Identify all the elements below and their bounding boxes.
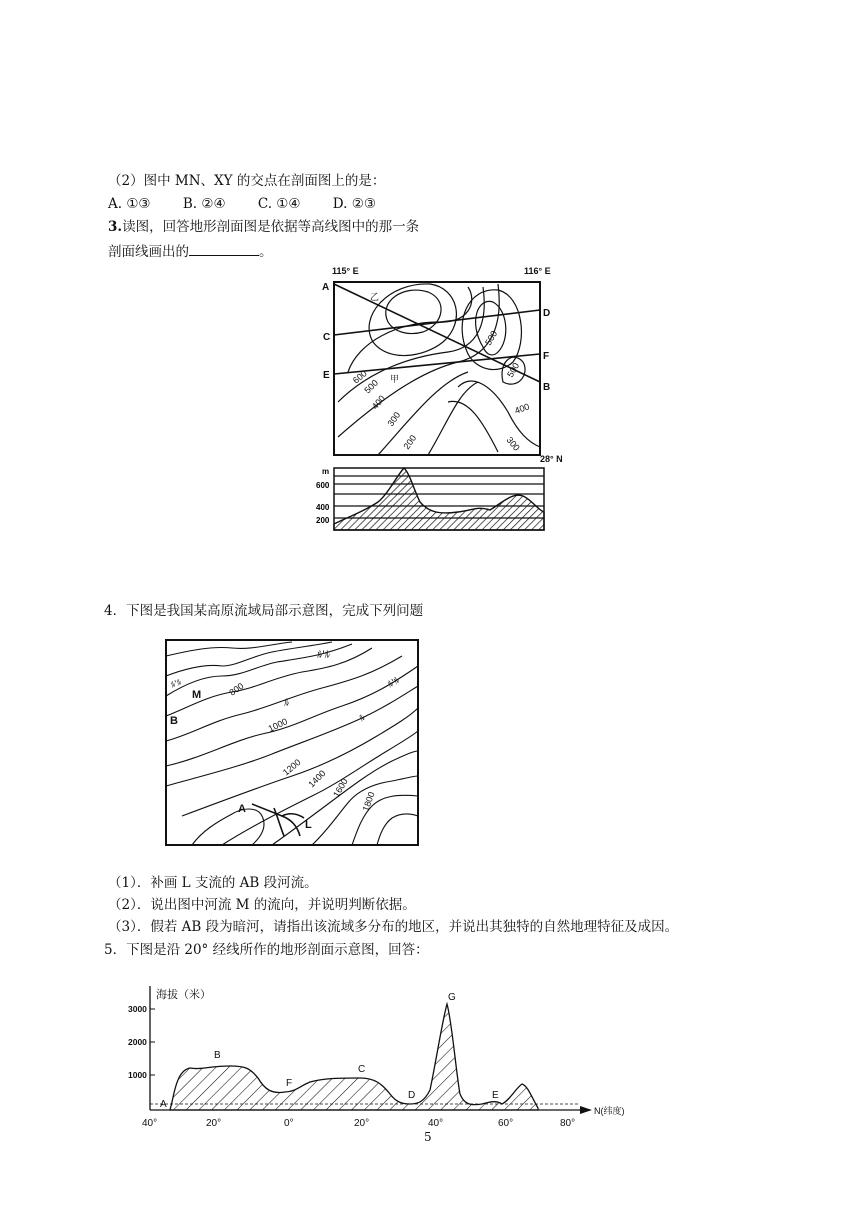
point-c: C [323,332,331,343]
x-tick-40s: 40° [142,1118,158,1129]
q3-text: 读图，回答地形剖面图是依据等高线图中的那一条 [122,219,420,235]
option-a: A. ①③ [108,196,151,212]
answer-blank [189,242,259,256]
point-f: F [543,351,550,362]
point-e: E [323,370,330,381]
profile-tick-600: 600 [316,481,330,490]
x-tick-60n: 60° [498,1118,514,1129]
profile-unit: m [322,467,330,476]
contour-label-1600: 1600 [331,776,350,799]
contour-label-400b: 400 [513,401,531,416]
contour-label-500b: 500 [483,328,500,347]
q2-options [108,195,404,213]
y-tick-2000: 2000 [128,1037,147,1047]
q2-sub-question: （2）图中 MN、XY 的交点在剖面图上的是： [108,173,386,189]
contour-label-500c: 500 [505,360,522,379]
q3-number: 3. [108,219,123,235]
contour-label-500: 500 [362,377,381,396]
x-tick-0: 0° [284,1118,294,1129]
profile-tick-400: 400 [316,503,330,512]
contour-label-1000: 1000 [266,716,289,734]
contour-map-q3 [318,262,568,534]
q3-line1 [108,218,419,236]
x-tick-40n: 40° [428,1118,444,1129]
point-a: A [322,282,330,293]
point-g-q5: G [448,992,456,1003]
q4-sub-2: （2）．说出图中河流 M 的流向，并说明判断依据。 [108,897,416,913]
x-axis-label: N(纬度) [594,1106,625,1116]
label-l: L [305,819,312,831]
q4-sub-1: （1）．补画 L 支流的 AB 段河流。 [108,875,318,891]
x-tick-20n: 20° [354,1118,370,1129]
point-e-q5: E [492,1090,499,1101]
river-lines [252,804,304,836]
contour-label-1800: 1800 [360,790,377,813]
contour-label-600: 600 [350,368,369,386]
point-b: B [543,382,551,393]
contour-label-200: 200 [401,433,419,452]
y-tick-3000: 3000 [128,1004,147,1014]
point-f-q5: F [286,1078,293,1089]
option-d: D. ②③ [332,196,376,212]
map-glyph-1: ﾙ'ﾙ [317,649,331,661]
label-jia: 甲 [390,374,400,384]
map-glyph-4: ﾙ [357,712,368,725]
x-axis-arrow [580,1106,592,1114]
contour-lines-q4 [166,642,418,845]
page-number: 5 [424,1130,432,1144]
map-glyph-3: ﾙ'ﾙ [386,675,402,691]
terrain-profile-q5 [110,982,650,1132]
q3-text-2: 剖面线画出的 [108,244,189,260]
point-c-q5: C [358,1064,366,1075]
profile-tick-200: 200 [316,516,330,525]
map-glyph-2: ﾙ [284,697,290,709]
q5-title: 5．下图是沿 20° 经线所作的地形剖面示意图，回答： [104,942,429,958]
label-yi: 乙 [370,292,380,302]
q4-title: 4．下图是我国某高原流域局部示意图，完成下列问题 [104,603,424,619]
contour-label-800: 800 [227,680,246,698]
y-axis-label: 海拔（米） [156,989,211,1001]
contour-label-1400: 1400 [306,768,328,790]
contour-label-400: 400 [369,393,388,412]
map-glyph-5: ﾙ'ﾙ [169,676,183,690]
label-b: B [170,715,178,727]
contour-label-300: 300 [385,410,403,429]
contour-label-300b: 300 [504,434,522,453]
plateau-basin-map [162,636,424,850]
terrain-silhouette [170,1004,538,1110]
q3-line2 [108,242,273,261]
point-b-q5: B [214,1050,221,1061]
lon-left-label: 115° E [332,266,359,276]
option-c: C. ①④ [257,196,301,212]
contour-label-1200: 1200 [280,756,303,778]
q3-end: 。 [259,244,273,260]
x-tick-20s: 20° [206,1118,222,1129]
point-d: D [543,308,551,319]
x-tick-80n: 80° [560,1118,576,1129]
elevation-profile [316,467,544,530]
q4-sub-3: （3）．假若 AB 段为暗河，请指出该流域多分布的地区，并说出其独特的自然地理特征及成因。 [108,919,679,935]
option-b: B. ②④ [182,196,226,212]
lat-bottom-label: 28° N [540,454,563,464]
label-m: M [192,689,202,701]
label-a: A [238,803,246,815]
point-a-q5: A [160,1099,167,1110]
point-d-q5: D [408,1090,416,1101]
lon-right-label: 116° E [524,266,551,276]
y-tick-1000: 1000 [128,1070,147,1080]
